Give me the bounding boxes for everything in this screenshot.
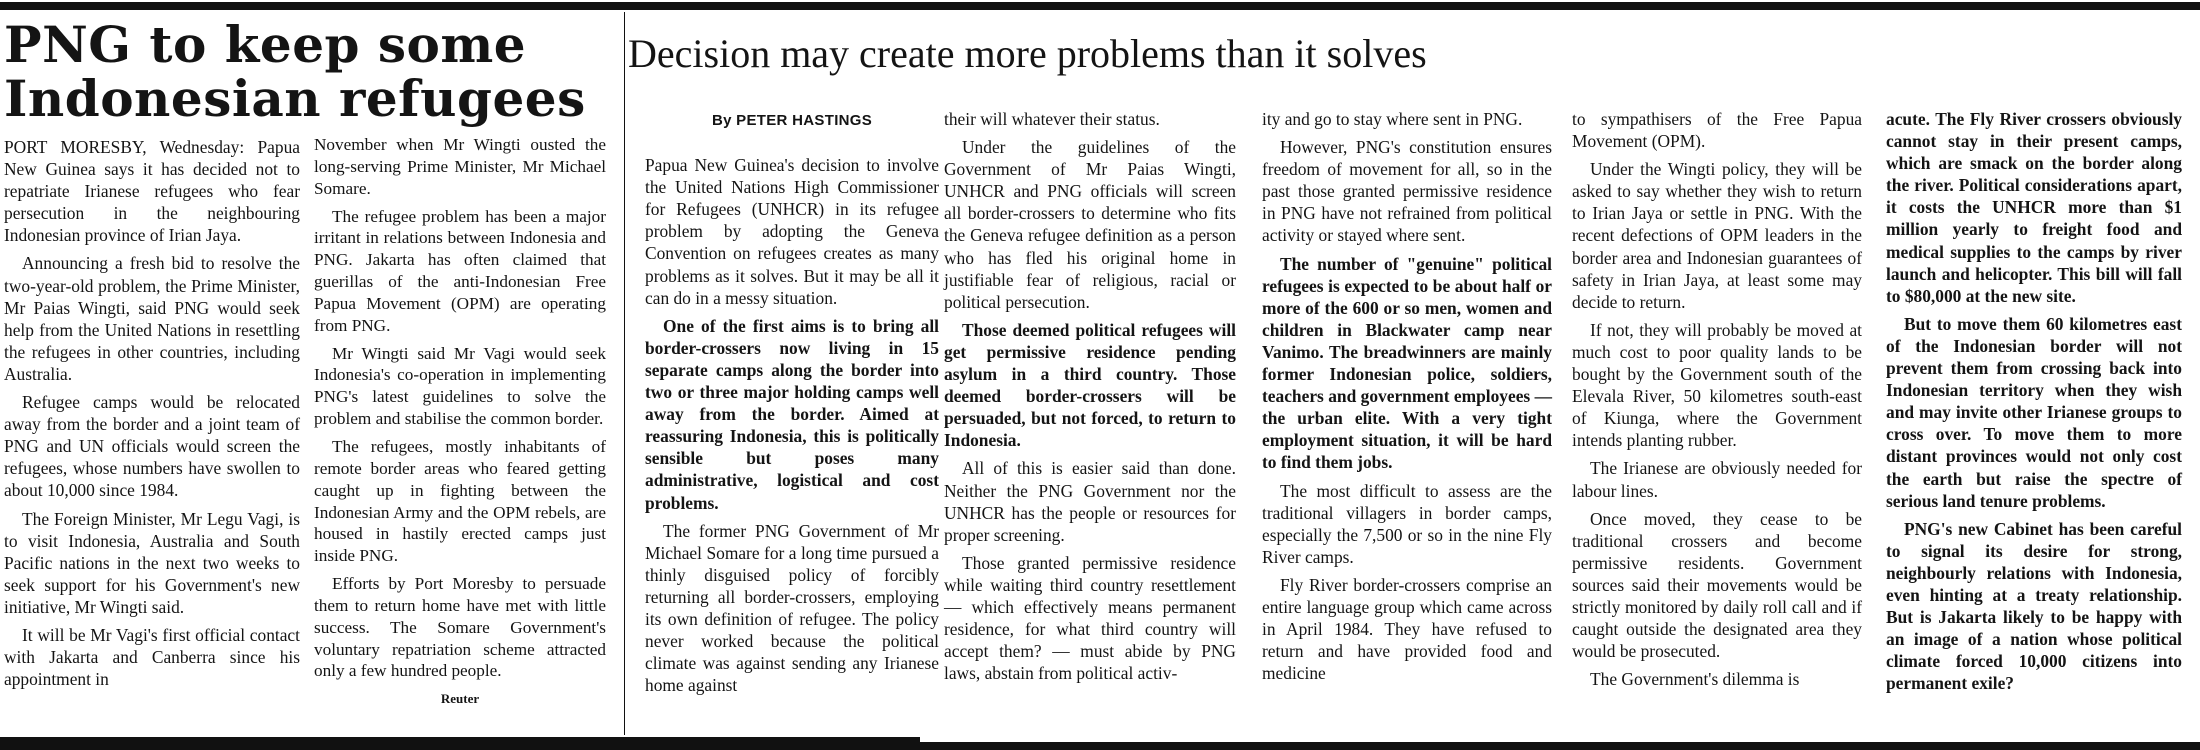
story2-headline: Decision may create more problems than it solves [628, 31, 1427, 76]
story1-credit: Reuter [440, 691, 480, 707]
story2-paragraph: All of this is easier said than done. Neither the PNG Government nor the UNHCR has the people or resources for proper screening. [944, 458, 1236, 545]
bottom-rule-left [0, 737, 920, 750]
story1-column-1 [4, 136, 300, 696]
story1-paragraph: Mr Wingti said Mr Vagi would seek Indonesia's co-operation in implementing PNG's latest guidelines to solve the problem and stabilise the common border. [314, 343, 606, 429]
story2-column-4 [1572, 108, 1862, 696]
story2-paragraph: Papua New Guinea's decision to involve the United Nations High Commissioner for Refugees (UNHCR) in its refugee problem by adopting the Geneva Convention on refugees creates as many problems as it solves. But it may be all it can do in a messy situation. [645, 155, 939, 308]
story1-headline-line1: PNG to keep some [4, 15, 527, 74]
story2-paragraph: The Irianese are obviously needed for labour lines. [1572, 458, 1862, 501]
story1-paragraph: Efforts by Port Moresby to persuade them to return home have met with little success. The Somare Government's voluntary repatriation scheme attracted only a few hundred people. [314, 574, 606, 681]
story1-column-2 [314, 134, 606, 710]
story1-paragraph: The refugee problem has been a major irritant in relations between Indonesia and PNG. Jakarta has often claimed that guerillas of the anti-Indonesian Free Papua Movement (OPM) are operating from PNG. [314, 206, 606, 335]
story1-paragraph: The Foreign Minister, Mr Legu Vagi, is to visit Indonesia, Australia and South Pacific nations in the next two weeks to seek support for his Government's new initiative, Mr Wingti said. [4, 508, 300, 617]
story2-paragraph: ity and go to stay where sent in PNG. [1262, 109, 1523, 129]
story2-column-2 [944, 108, 1236, 690]
story2-paragraph: The number of "genuine" political refugees is expected to be about half or more of the 600 or so men, women and children in Blackwater camp near Vanimo. The breadwinners are mainly former Indonesian police, soldiers, teachers and government employees — the urban elite. With a very tight employment situation, it will be hard to find them jobs. [1262, 253, 1552, 473]
story2-paragraph: Under the Wingti policy, they will be asked to say whether they wish to return to Irian Jaya or settle in PNG. With the recent defections of OPM leaders in the border area and Indonesian guarantees of safety in Irian Jaya, at least some may decide to return. [1572, 159, 1862, 312]
story2-paragraph: Under the guidelines of the Government of Mr Paias Wingti, UNHCR and PNG officials will screen all border-crossers to determine who fits the Geneva refugee definition as a person who has fled his original home in justifiable fear of religious, racial or political persecution. [944, 137, 1236, 312]
story1-paragraph: It will be Mr Vagi's first official contact with Jakarta and Canberra since his appointment in [4, 624, 300, 690]
story2-column-3 [1262, 108, 1552, 690]
top-rule [0, 2, 2200, 10]
story-divider-rule [624, 12, 625, 735]
story1-headline-line2: Indonesian refugees [4, 69, 586, 128]
story2-column-1 [645, 108, 939, 702]
story2-paragraph: PNG's new Cabinet has been careful to signal its desire for strong, neighbourly relations with Indonesia, even hinting at a treaty relationship. But is Jakarta likely to be happy with an image of a nation whose political climate forced 10,000 citizens into permanent exile? [1886, 518, 2182, 694]
story2-paragraph: to sympathisers of the Free Papua Movement (OPM). [1572, 109, 1862, 152]
story2-paragraph: However, PNG's constitution ensures freedom of movement for all, so in the past those granted permissive residence in PNG have not refrained from political activity or stayed where sent. [1262, 137, 1552, 246]
story2-paragraph: Fly River border-crossers comprise an entire language group which came across in April 1984. They have refused to return and have provided food and medicine [1262, 574, 1552, 684]
story2-column-5 [1886, 108, 2182, 700]
story2-paragraph: Once moved, they cease to be traditional crossers and become permissive residents. Government sources said their movements would be strictly monitored by daily roll call and if caught outside the designated area they would be prosecuted. [1572, 508, 1862, 662]
story2-paragraph: The Government's dilemma is [1590, 669, 1800, 690]
story1-paragraph: November when Mr Wingti ousted the long-serving Prime Minister, Mr Michael Somare. [314, 135, 606, 198]
story1-paragraph: Announcing a fresh bid to resolve the two-year-old problem, the Prime Minister, Mr Paias Wingti, said PNG would seek help from the United Nations in resettling the refugees in other countries, including Australia. [4, 253, 300, 384]
story2-paragraph: But to move them 60 kilometres east of the Indonesian border will not prevent them from crossing back into Indonesian territory when they wish and may invite other Irianese groups to cross over. To move them to more distant provinces would not only cost the earth but raise the spectre of serious land tenure problems. [1886, 313, 2182, 511]
bottom-rule-right [920, 742, 2200, 750]
story1-paragraph: The refugees, mostly inhabitants of remote border areas who feared getting caught up in fighting between the Indonesian Army and the OPM rebels, are housed in hastily erected camps just inside PNG. [314, 436, 606, 566]
story2-paragraph: If not, they will probably be moved at much cost to poor quality lands to be bought by the Government south of the Elevala River, 50 kilometres south-east of Kiunga, where the Government intends planting rubber. [1572, 319, 1862, 451]
story2-paragraph: acute. The Fly River crossers obviously cannot stay in their present camps, which are smack on the border along the river. Political considerations apart, it costs the UNHCR more than $1 million yearly to freight food and medical supplies to the camps by river launch and helicopter. This bill will fall to $80,000 at the new site. [1886, 109, 2182, 306]
story1-headline [4, 15, 620, 128]
story2-byline: By PETER HASTINGS [711, 112, 873, 129]
story2-paragraph: One of the first aims is to bring all border-crossers now living in 15 separate camps along the border into two or three major holding camps well away from the border. Aimed at reassuring Indonesia, this is politically sensible but poses many administrative, logistical and cost problems. [645, 315, 939, 513]
story2-paragraph: Those deemed political refugees will get permissive residence pending asylum in a third country. Those deemed border-crossers will be persuaded, but not forced, to return to Indonesia. [944, 319, 1236, 451]
story2-paragraph: their will whatever their status. [944, 109, 1160, 129]
story2-paragraph: Those granted permissive residence while waiting third country resettlement — which effectively means permanent residence, for what third country will accept them? — must abide by PNG laws, abstain from political activ- [944, 552, 1236, 684]
story1-paragraph: PORT MORESBY, Wednesday: Papua New Guinea says it has decided not to repatriate Irianese refugees who fear persecution in the neighbouring Indonesian province of Irian Jaya. [4, 137, 300, 246]
story1-paragraph: Refugee camps would be relocated away from the border and a joint team of PNG and UN officials would screen the refugees, whose numbers have swollen to about 10,000 since 1984. [4, 392, 300, 501]
story2-paragraph: The most difficult to assess are the traditional villagers in border camps, especially the 7,500 or so in the nine Fly River camps. [1262, 480, 1552, 567]
story2-paragraph: The former PNG Government of Mr Michael Somare for a long time pursued a thinly disguised policy of forcibly returning all border-crossers, employing its own definition of refugee. The policy never worked because the political climate was against sending any Irianese home against [645, 520, 939, 696]
